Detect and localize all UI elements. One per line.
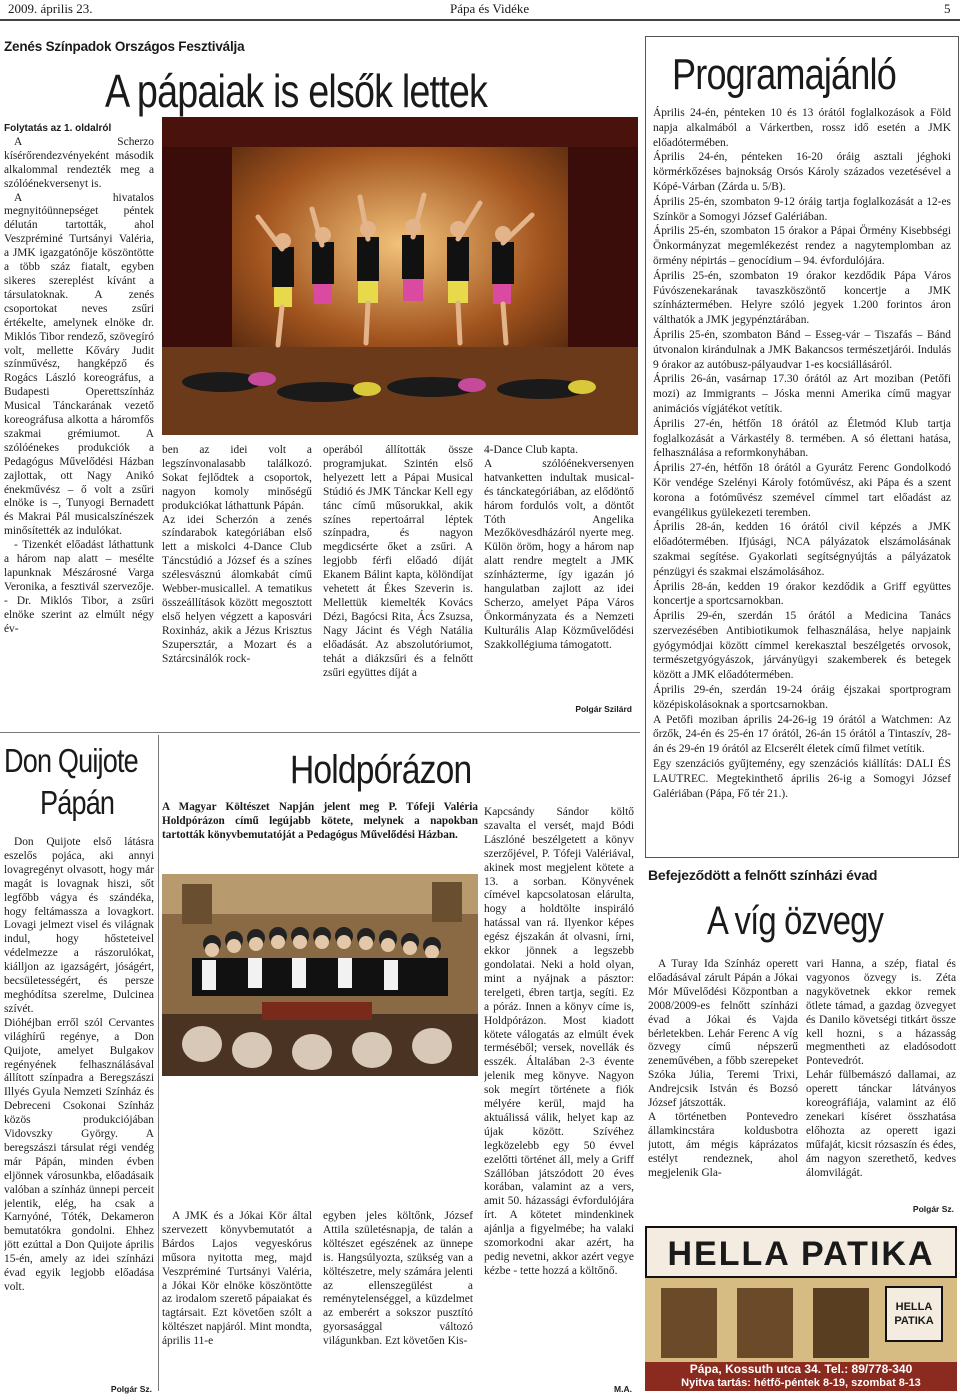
main-paragraph: A hivatalos megnyitóünnepséget péntek délután tartották, ahol Veszpréminé Turtsányi Valéria, a JMK igazgatónője köszöntötte a több száz fiatalt, egyben sikeres szereplést kívánt a társulatoknak. A zenés csoportokat neves zsűri értékelte, amelynek elnöke dr. Miklós Tibor rendező, szövegíró volt, mellette Kőváry Judit színművész, hangképző és Rogács László koreográfus, a Budapesti Operettszínház Musical Tánckarának vezető koreográfusa alkotta a háromfős szakmai grémiumot. A szólóénekes produkciók a Pedagógus Művelődési Házban zajlottak, ott Nagy Anikó énekművész – ő volt a zsűri elnöke is –, Tunyogi Bernadett és Makrai Pál musicalszínészek minősítették az indulókat. — [4, 191, 154, 538]
main-byline: Polgár Szilárd — [575, 704, 632, 714]
program-item: Április 25-én, szombaton 19 órakor kezdődik Pápa Város Fúvószenekarának tavaszköszöntő koncertje a JMK színháztermében. Helyre szóló jegyek 1.200 forintos áron válthatók a JMK jegypénztárában. — [653, 269, 951, 327]
ozvegy-paragraph: A Turay Ida Színház operett előadásával zárult Pápán a Jókai Mór Művelődési Központban a 2008/2009-es felnőtt színházi évad a Jókai és Vajda bérletekben. Lehár Ferenc A víg özvegy című népszerű zeneművében, a főbb szerepeket Szóka Júlia, Teremi Trixi, Andrejcsik István és Bozsó József játszották. A történetben Pontevedro államkincstára koldusbotra jutott, ám mégis káprázatos estélyt rendeznek, ahol megjelenik Gla- — [648, 958, 798, 1179]
ozvegy-column-b — [806, 958, 956, 1208]
ad-hanging-sign — [885, 1286, 943, 1342]
ad-door — [813, 1288, 869, 1358]
holdporazon-title: Holdpórázon — [290, 748, 472, 792]
main-column-2 — [162, 444, 312, 720]
holdporazon-paragraph: egyben jeles költőnk, József Attila születésnapja, de talán a költészet egészének az ünnepe is. Hangsúlyozta, szükség van a költészetre, mely számára jelenti az ellenszegülést a reménytelenséggel, a küzdelmet az emberért a sokszor pusztító gyorsasággal változó világunkban. Ezt követően Kis- — [323, 1210, 473, 1348]
quijote-byline: Polgár Sz. — [110, 1384, 152, 1394]
program-item: Április 26-án, vasárnap 17.30 órától az Art moziban (Petőfi mozi) az Immigrants – Jóska menni Amerika című magyar animációs vígjátékot vetítik. — [653, 373, 951, 415]
program-item: Április 25-én, szombaton 15 órakor a Pápai Örmény Kisebbségi Önkormányzat megemlékezést rendez a nagytemplomban az örmény népirtás – genocídium – 94. évfordulójára. — [653, 225, 951, 267]
program-item: Április 29-én, szerdán 19-24 óráig éjszakai sportprogram középiskolásoknak a sportcsarnokban. — [653, 684, 951, 711]
program-item: Április 28-án, kedden 19 órakor kezdődik a Griff együttes koncertje a sportcsarnokban. — [653, 580, 951, 608]
ad-storefront — [645, 1278, 957, 1362]
section-divider — [0, 732, 640, 733]
ozvegy-column-a — [648, 958, 798, 1220]
ozvegy-paragraph: vari Hanna, a szép, fiatal és vagyonos özvegy is. Zéta nagykövetnek ekkor remek ötlete támad, a gazdag özvegyet és Danilo követségi titkárt össze kell hozni, s a házasság megmentheti az eladósodott Pontevedrót. Lehár fülbemászó dallamai, az operett tánckar látványos koreográfiája, valamint az élő zenekari kíséret összhatása előhozta az operett igazi műfaját, kicsit rózsaszín és édes, ám nagyon szerethető, kedves álomvilágát. — [806, 958, 956, 1179]
column-rule — [158, 735, 159, 1391]
ad-sign-text: HELLA — [895, 1301, 933, 1313]
ad-title: HELLA PATIKA — [667, 1235, 935, 1273]
quijote-title-line2: Pápán — [40, 784, 115, 821]
program-item: Április 25-én, szombaton 9-12 óráig tartja foglalkozását a 12-es Színkör a Somogyi József Galériában. — [653, 195, 951, 223]
holdporazon-column-b — [323, 1210, 473, 1390]
quijote-paragraph: Don Quijote első látásra eszelős pojáca, aki annyi lovagregényt olvasott, hogy már magát is lovagnak hiszi, sőt legfőbb vágya és szándéka, hogy feltámassza a lovagkort. Lovagi jelmezt visel és világnak indul, hogy hősteteivel védelmezze a rászorulókat, kiálljon az igazságért, jóságért, becsületességért, és persze meghódítsa szerelme, Dulcinea szívét. Dióhéjban erről szól Cervantes világhírű regénye, a Don Quijote, amelyet Bulgakov regényének felhasználásával állított színpadra a Beregszászi Illyés Gyula Nemzeti Színház és Debreceni Csokonai Színház közös produkciójában Vidovszky György. A beregszászi társulat régi vendég már Pápán, minden évben eljönnek városunkba, előadásaik valóban a színház ünnepi perceit jelentik, elég, ha csak a Karnyóné, Tóték, Dekameron bemutatókra gondolni. Ehhez jött ezúttal a Don Quijote április 15-én, amely az idei színházi évad egyik legjobb előadása volt. — [4, 836, 154, 1293]
main-column-1 — [4, 122, 154, 722]
header-date: 2009. április 23. — [8, 1, 93, 16]
holdporazon-paragraph: Kapcsándy Sándor költő szavalta el versét, majd Bódi Lászlóné beszélgetett a könyv szerzőjével, P. Tófeji Valériával, akinek most megjelent kötete a 13. a sorban. Könyvének címével kapcsolatosan elárulta, hogy a holdtölte inspiráló hatással van rá. Ilyenkor képes egész éjszakán át olvasni, írni, ekkor jönnek a legszebb gondolatai. Neki a hold olyan, mint a nyájnak a pásztor: terelgeti, ébren tartja, segíti. Ez a póráz. Innen a könyv címe is, Holdpórázon. Most kiadott kötete válogatás az elmúlt évek terméséből; versek, novellák és esszék. Általában 2-3 évente jelenik meg könyve. Nagyon sok megírt története a fiók mélyére kerül, majd ha aktuálissá válik, helyet kap az újak között. Szívéhez legközelebb egy 50 évvel ezelőtti történet áll, mely a Griff Szállóban játszódott 20 éves korában, valamint az a vers, amit 50. házassági évfordulójára írt. A kötetet mindenkinek ajánlja a figyelmébe; ha valaki szomorkodni akar azért, ha pedig nevetni, akkor azért vegye kézbe - tette hozzá a költőnő. — [484, 806, 634, 1277]
ozvegy-kicker: Befejeződött a felnőtt színházi évad — [648, 867, 878, 883]
main-paragraph: 4-Dance Club kapta. A szólóénekversenyen hatvanketten indultak musical- és tánckategóriában, az elődöntő három fordulós volt, a döntőt Tóth Angelika Mezőkövesdházáról nyerte meg. Külön öröm, hogy a három nap alatt rendre megtelt a JMK színháztermе, így igazán jó hangulatban zajlott az idei Scherzo, amelyet Pápa Város Önkormányzata és a Nemzeti Kulturális Alap Közművelődési Szakkollégiuma támogatott. — [484, 444, 634, 651]
program-item: Április 25-én, szombaton Bánd – Esseg-vár – Tiszafás – Bánd útvonalon kirándulnak a JMK Bakancsos természetjárói. Indulás 9 órakor az autóbusz-pályaudvar 1-es kocsiállásáról. — [653, 328, 951, 371]
main-paragraph: - Tizenkét előadást láthattunk a három nap alatt – mesélte lapunknak Mészárosné Varga Veronika, a fesztivál szervezője. - Dr. Miklós Tibor, a zsűri elnöke szerint az elmúlt négy év- — [4, 539, 154, 635]
ad-footer — [645, 1362, 957, 1391]
program-item: A Petőfi moziban április 24-26-ig 19 órától a Watchmen: Az őrzők, 24-én és 25-én 17 órától, 26-án 15 órától a Tintaszív, 28-án és 29-én 19 órától az Elcserélt életek című filmet vetítik. — [653, 713, 951, 756]
ad-window — [737, 1288, 793, 1358]
program-item: Egy szenzációs gyűjtemény, egy szenzációs kiállítás: DALI ÉS LAUTREC. Megtekinthető április 26-ig a Somogyi József Galériában (Pápa, Fő tér 21.). — [653, 758, 951, 800]
program-title: Programajánló — [672, 50, 896, 99]
quijote-column — [4, 836, 154, 1381]
program-list — [653, 106, 951, 854]
program-item: Április 28-án, kedden 16 órától civil képzés a JMK előadótermében. Ifjúsági, NCA pályázatok elszámolásának szakmai segítése. Gyakorlati segítségnyújtás a pályázatok pénzügyi és szakmai elszámolásához. — [653, 521, 951, 578]
book-launch-photo-image — [162, 874, 478, 1076]
main-column-4 — [484, 444, 634, 706]
main-column-3 — [323, 444, 473, 720]
ozvegy-byline: Polgár Sz. — [912, 1204, 954, 1214]
holdporazon-byline: M.A. — [614, 1384, 632, 1394]
ozvegy-title: A víg özvegy — [707, 899, 884, 943]
program-item: Április 29-én, szerdán 15 órától a Medicina Tanács szervezésében Antibiotikumok felhasználása, helye napjaink gyógymódjai között címmel kerekasztal beszélgetés orvosok, természetgyógyászok, járványügyi szakemberek és betegek között a JMK előadótermében. — [653, 610, 951, 682]
main-paragraph: A Scherzo kísérőrendezvényeként második alkalommal rendezték meg a szólóénekversenyt is. — [4, 135, 154, 190]
header-paper-name: Pápa és Vidéke — [450, 1, 530, 16]
header-rule — [0, 19, 960, 21]
main-paragraph: operából állították össze programjukat. Szintén első helyezett lett a Pápai Musical Stúdió és JMK Tánckar Kell egy tánc című műsorukkal, akik színes repertoárral léptek színpadra, és nagyon megdicsérte őket a zsűri. A legjobb férfi előadó díját Ekanem Bálint kapta, kölöndíjat vehetett át Ékes Szeverin is. Mellettük kiemelték Kovács Dézi, Bagócsi Rita, Ács Zsuzsa, Nagy Jácint és Végh Natália előadását. Az abszolutóriumot, tehát a diákzsűri és a felnőtt zsűri együttes díját a — [323, 444, 473, 679]
ad-sign — [645, 1226, 957, 1278]
holdporazon-paragraph: A JMK és a Jókai Kör által szervezett könyvbemutatót a Bárdos Lajos vegyeskórus műsora nyitotta meg, majd Veszpréminé Turtsányi Valéria, a Jókai Kör elnöke köszöntötte az irodalom szerető pápaiakat és tagtársait. Ezt követően szólt a költészet napjáról. Mint mondta, április 11-e — [162, 1210, 312, 1348]
header-page-number: 5 — [944, 1, 951, 16]
program-item: Április 24-én, pénteken 16-20 óráig asztali jéghoki körmérkőzéses bajnokság Orsós Károly százados vezetésével a Kópé-Várban (Zárda u. 5/B). — [653, 151, 951, 193]
program-item: Április 24-én, pénteken 10 és 13 órától foglalkozások a Föld napja alkalmából a Várkertben, rossz idő esetén a JMK előadótermében. — [653, 107, 951, 149]
program-item: Április 27-én, hétfőn 18 órától az Életmód Klub tartja foglalkozását a Várkastély 8. termében. A só élettani hatása, felhasználása a reformkonyhában. — [653, 417, 951, 460]
ad-address: Pápa, Kossuth utca 34. Tel.: 89/778-340 — [689, 1362, 913, 1376]
hella-patika-ad — [645, 1226, 957, 1391]
main-paragraph: ben az idei volt a legszínvonalasabb találkozó. Sokat fejlődtek a csoportok, nagyon komoly minőségű produkciókat láthattunk Pápán. Az idei Scherzón a zenés színdarabok kategóriában első lett a miskolci 4-Dance Club Táncstúdió a József és a színes szélesvásznú álomkabát című Webber-musicallel. A tematikus összeállítások között megosztott első helyen végzett a kaposvári Roxinház, akik a Jézus Krisztus Szupersztár, a Mozart és a Sztárcsinálók rock- — [162, 444, 312, 665]
ad-hours: Nyitva tartás: hétfő-péntek 8-19, szombat 8-13 — [681, 1377, 921, 1389]
holdporazon-column-a — [162, 1210, 312, 1390]
dance-photo — [162, 117, 638, 435]
dance-photo-image — [162, 117, 638, 435]
main-kicker: Zenés Színpadok Országos Fesztiválja — [4, 39, 245, 54]
continued-note: Folytatás az 1. oldalról — [4, 123, 112, 134]
quijote-title-line1: Don Quijote — [4, 742, 138, 779]
holdporazon-lead: A Magyar Költészet Napján jelent meg P. Tófeji Valéria Holdpórázon című legújabb kötete, melynek a napokban tartották könyvbemutatóját a Pedagógus Művelődési Házban. — [162, 801, 478, 841]
ad-sign-text: PATIKA — [894, 1315, 934, 1327]
program-item: Április 27-én, hétfőn 18 órától a Gyurátz Ferenc Gondolkodó Kör vendége Szelényi Károly fotóművész, aki Pápa és a szent korona a fotóművész szemével címmel tart előadást az evangélikus gyülekezeti teremben. — [653, 462, 951, 519]
ad-window — [661, 1288, 717, 1358]
book-launch-photo — [162, 874, 478, 1076]
main-title: A pápaiak is elsők lettek — [105, 65, 488, 117]
holdporazon-column-c — [484, 806, 634, 1379]
